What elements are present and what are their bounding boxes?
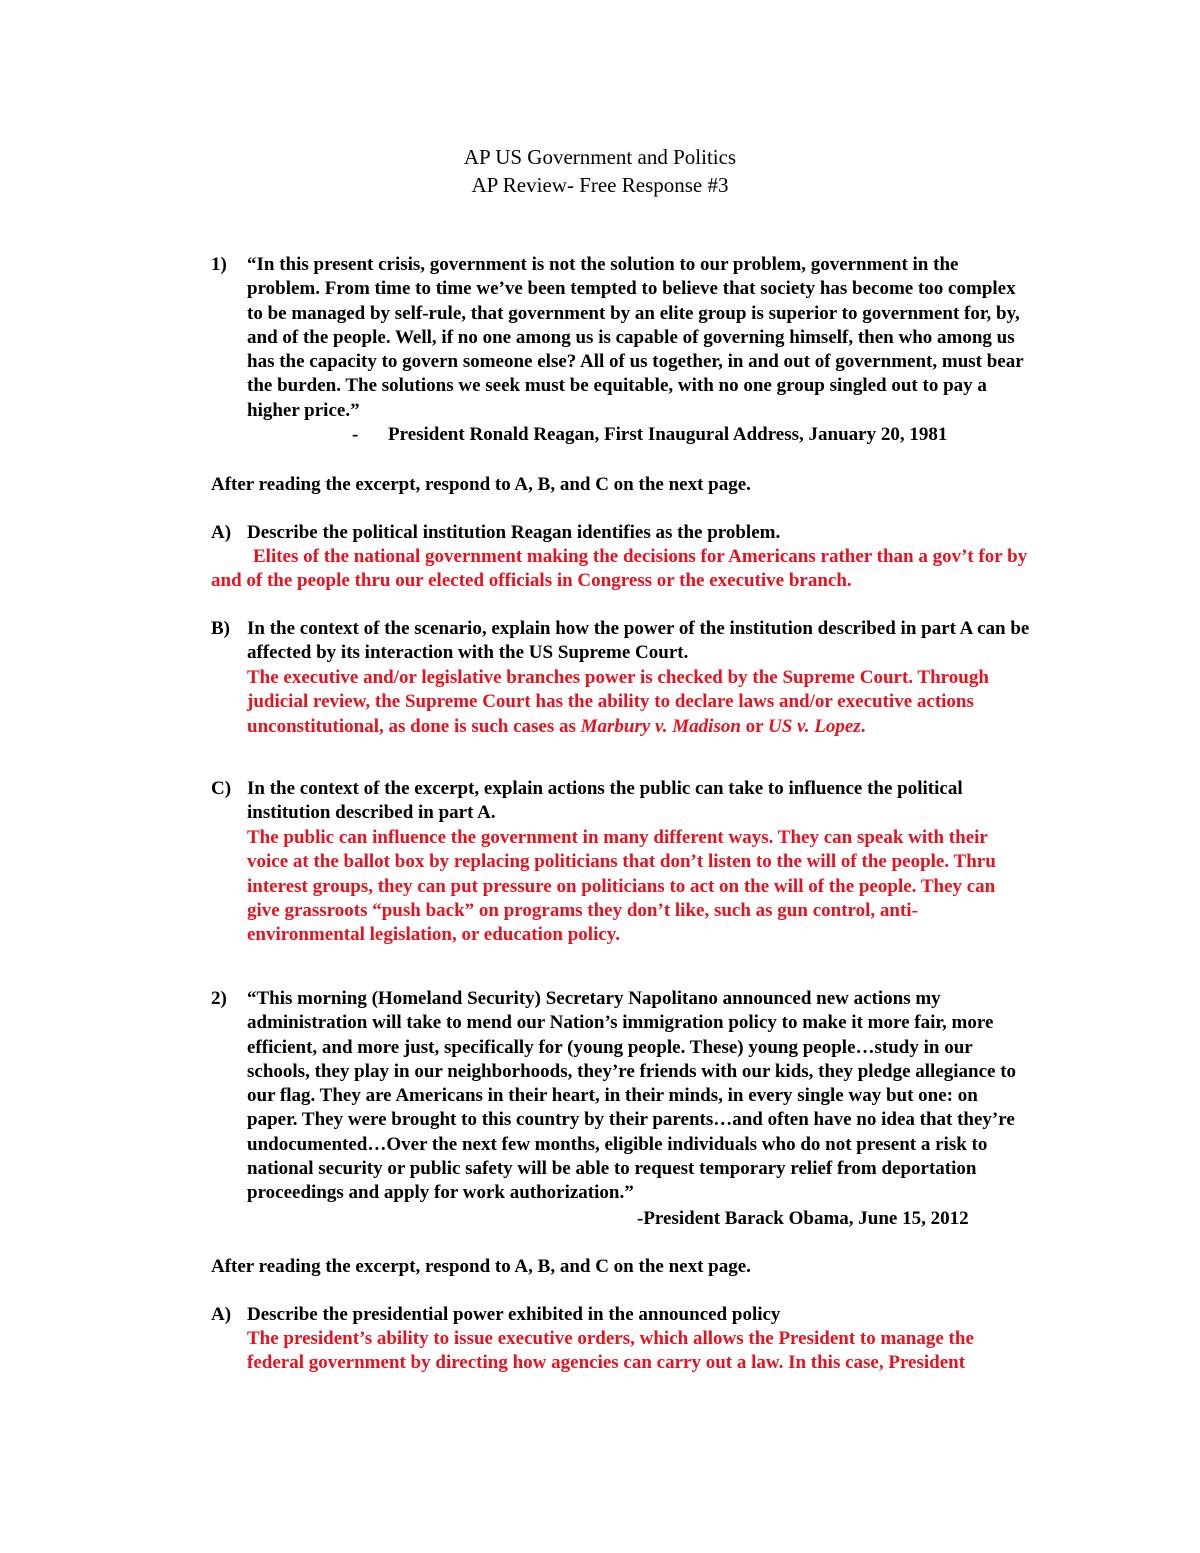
quote-line: “This morning (Homeland Security) Secretary Napolitano announced new actions my	[247, 988, 941, 1009]
answer-line: The public can influence the government in many different ways. They can speak with their	[247, 827, 988, 848]
quote-line: national security or public safety will be able to request temporary relief from deportation	[247, 1158, 977, 1180]
part-a-prompt: Describe the presidential power exhibited in the announced policy	[247, 1304, 781, 1325]
answer-line: The executive and/or legislative branches power is checked by the Supreme Court. Through	[247, 667, 989, 688]
part-a-label: A)	[211, 1304, 232, 1325]
quote-line: efficient, and more just, specifically for (young people. These) young people…study in our	[247, 1036, 973, 1058]
prompt-line: In the context of the scenario, explain how the power of the institution described in part A can be	[247, 618, 1030, 639]
quote-line: schools, they play in our neighborhoods, they’re friends with our kids, they pledge allegiance to	[247, 1060, 1017, 1082]
quote-line: has the capacity to govern someone else? All of us together, in and out of government, must bear	[247, 351, 1024, 373]
part-b-answer	[247, 666, 989, 739]
part-c-prompt	[247, 777, 963, 826]
answer-line: environmental legislation, or education policy.	[247, 924, 620, 946]
quote-line: paper. They were brought to this country by their parents…and often have no idea that they’re	[247, 1109, 1015, 1131]
question-1-number: 1)	[211, 254, 227, 275]
part-c-label: C)	[211, 778, 232, 799]
answer-line: interest groups, they can put pressure on politicians to act on the will of the people. They can	[247, 875, 996, 897]
question-1-attribution-dash: -	[352, 424, 359, 445]
quote-line: administration will take to mend our Nation’s immigration policy to make it more fair, more	[247, 1012, 994, 1034]
answer-line: judicial review, the Supreme Court has the ability to declare laws and/or executive actions	[247, 691, 974, 713]
document-title: AP US Government and Politics	[463, 145, 737, 169]
quote-line: to be managed by self-rule, that government by an elite group is superior to government for, by,	[247, 302, 1020, 324]
question-1-instruction: After reading the excerpt, respond to A, B, and C on the next page.	[211, 474, 751, 495]
question-1-attribution: President Ronald Reagan, First Inaugural Address, January 20, 1981	[388, 424, 948, 445]
quote-line: higher price.”	[247, 399, 360, 421]
answer-line: give grassroots “push back” on programs they don’t like, such as gun control, anti-	[247, 899, 918, 921]
answer-text: .	[860, 715, 866, 737]
quote-line: problem. From time to time we’ve been tempted to believe that society has become too complex	[247, 278, 1016, 300]
quote-line: undocumented…Over the next few months, eligible individuals who do not present a risk to	[247, 1133, 988, 1155]
part-a-answer-line: and of the people thru our elected officials in Congress or the executive branch.	[211, 570, 852, 591]
prompt-line: affected by its interaction with the US Supreme Court.	[247, 642, 689, 664]
document-subtitle: AP Review- Free Response #3	[471, 173, 729, 197]
part-b-prompt	[247, 617, 1029, 666]
quote-line: “In this present crisis, government is not the solution to our problem, government in the	[247, 254, 959, 275]
case-lopez: US v. Lopez	[768, 715, 861, 737]
part-b-label: B)	[211, 618, 230, 639]
prompt-line: institution described in part A.	[247, 802, 496, 824]
question-2-number: 2)	[211, 988, 227, 1009]
quote-line: the burden. The solutions we seek must be equitable, with no one group singled out to pay a	[247, 375, 987, 397]
answer-line	[247, 715, 989, 739]
part-a-prompt: Describe the political institution Reagan identifies as the problem.	[247, 522, 781, 543]
question-2-instruction: After reading the excerpt, respond to A, B, and C on the next page.	[211, 1256, 751, 1277]
answer-line: federal government by directing how agencies can carry out a law. In this case, President	[247, 1352, 966, 1374]
question-1-quote	[247, 253, 1024, 423]
prompt-line: In the context of the excerpt, explain actions the public can take to influence the political	[247, 778, 963, 799]
answer-line: voice at the ballot box by replacing politicians that don’t listen to the will of the people. Thru	[247, 851, 996, 873]
part-a-answer-line: Elites of the national government making the decisions for Americans rather than a gov’t for by	[253, 546, 1028, 567]
quote-line: and of the people. Well, if no one among us is capable of governing himself, then who among us	[247, 326, 1015, 348]
part-a-answer	[247, 1327, 974, 1376]
case-marbury: Marbury v. Madison	[580, 715, 741, 737]
question-2-attribution: -President Barack Obama, June 15, 2012	[637, 1208, 969, 1229]
part-a-label: A)	[211, 522, 232, 543]
question-2-quote	[247, 987, 1016, 1206]
answer-text: or	[740, 715, 769, 737]
quote-line: proceedings and apply for work authorization.”	[247, 1182, 634, 1204]
part-c-answer	[247, 826, 996, 947]
answer-line: The president’s ability to issue executive orders, which allows the President to manage the	[247, 1328, 974, 1349]
answer-text: unconstitutional, as done is such cases as	[247, 715, 581, 737]
quote-line: our flag. They are Americans in their heart, in their minds, in every single way but one: on	[247, 1085, 978, 1107]
